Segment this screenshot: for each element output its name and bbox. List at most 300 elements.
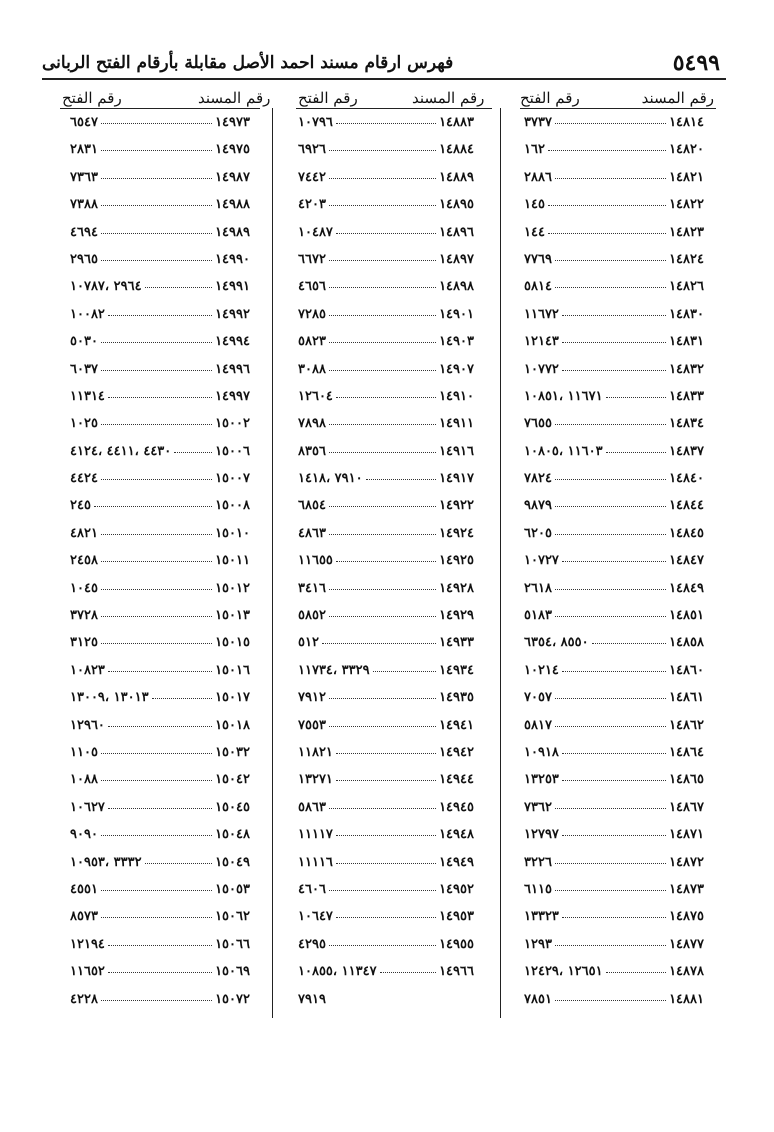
index-row bbox=[524, 578, 704, 605]
index-row bbox=[524, 660, 704, 687]
fath-number: ١١٦٧١ ،١٠٨٥١ bbox=[524, 388, 603, 404]
fath-number: ٩٨٧٩ bbox=[524, 498, 552, 514]
fath-number: ١٢٩٦٠ bbox=[70, 717, 105, 733]
dot-leader bbox=[108, 315, 212, 316]
dot-leader bbox=[555, 698, 666, 699]
musnad-number: ١٤٩١٧ bbox=[439, 471, 474, 487]
index-row bbox=[298, 687, 474, 714]
dot-leader bbox=[555, 123, 666, 124]
musnad-number: ١٤٩٧٥ bbox=[215, 142, 250, 158]
musnad-number: ١٤٨٣٠ bbox=[669, 306, 704, 322]
fath-number: ١١٦٧٢ bbox=[524, 306, 559, 322]
musnad-number: ١٤٨٢١ bbox=[669, 169, 704, 185]
dot-leader bbox=[548, 233, 666, 234]
dot-leader bbox=[555, 260, 666, 261]
index-row bbox=[524, 797, 704, 824]
musnad-number: ١٤٩٥٥ bbox=[439, 936, 474, 952]
fath-number: ١٢٦٠٤ bbox=[298, 388, 333, 404]
fath-number: ٥٨٥٢ bbox=[298, 608, 326, 624]
fath-number: ٥٠٣٠ bbox=[70, 334, 98, 350]
index-row bbox=[298, 961, 474, 988]
musnad-number: ١٤٨٤٤ bbox=[669, 498, 704, 514]
musnad-number: ١٤٨٦٢ bbox=[669, 717, 704, 733]
musnad-number: ١٤٨٨٤ bbox=[439, 142, 474, 158]
musnad-number: ١٥٠٦٢ bbox=[215, 909, 250, 925]
dot-leader bbox=[329, 370, 436, 371]
index-row bbox=[524, 359, 704, 386]
index-row bbox=[298, 906, 474, 933]
musnad-number: ١٤٩٤٩ bbox=[439, 854, 474, 870]
fath-number: ٤٤٢٤ bbox=[70, 471, 98, 487]
index-column-middle bbox=[298, 112, 474, 1016]
dot-leader bbox=[562, 370, 666, 371]
musnad-number: ١٥٠١٥ bbox=[215, 635, 250, 651]
fath-number: ٢٦١٨ bbox=[524, 580, 552, 596]
musnad-number: ١٥٠٠٦ bbox=[215, 443, 250, 459]
musnad-number: ١٥٠١١ bbox=[215, 553, 250, 569]
fath-number: ١٠٢٥ bbox=[70, 416, 98, 432]
musnad-number: ١٤٨٤٥ bbox=[669, 525, 704, 541]
musnad-number: ١٥٠٠٨ bbox=[215, 498, 250, 514]
dot-leader bbox=[562, 342, 666, 343]
musnad-number: ١٤٩٧٣ bbox=[215, 115, 250, 130]
musnad-number: ١٥٠٤٨ bbox=[215, 827, 250, 843]
index-row bbox=[70, 550, 250, 577]
index-column-right bbox=[524, 112, 704, 1016]
dot-leader bbox=[101, 534, 212, 535]
musnad-number: ١٤٨٥٨ bbox=[669, 635, 704, 651]
musnad-number: ١٤٩٨٩ bbox=[215, 224, 250, 240]
fath-number: ٢٨٣١ bbox=[70, 142, 98, 158]
index-row bbox=[70, 386, 250, 413]
fath-number: ١٠٤٥ bbox=[70, 580, 98, 596]
fath-number: ١٢٦٥١ ،١٢٤٢٩ bbox=[524, 964, 603, 980]
musnad-number: ١٤٨٧٣ bbox=[669, 881, 704, 897]
fath-number: ٧٥٥٣ bbox=[298, 717, 326, 733]
dot-leader bbox=[555, 1000, 666, 1001]
fath-number: ٤٦٠٦ bbox=[298, 881, 326, 897]
index-row bbox=[524, 715, 704, 742]
index-row bbox=[298, 742, 474, 769]
dot-leader bbox=[562, 561, 666, 562]
fath-number: ٨٥٧٣ bbox=[70, 909, 98, 925]
dot-leader bbox=[555, 287, 666, 288]
index-row bbox=[298, 441, 474, 468]
index-row bbox=[524, 331, 704, 358]
dot-leader bbox=[101, 616, 212, 617]
index-row bbox=[70, 687, 250, 714]
index-row bbox=[298, 249, 474, 276]
index-row bbox=[524, 523, 704, 550]
fath-number: ١٤٤ bbox=[524, 224, 545, 240]
fath-number: ٤٦٩٤ bbox=[70, 224, 98, 240]
running-title: فهرس ارقام مسند احمد الأصل مقابلة بأرقام الفتح الربانى bbox=[42, 53, 454, 73]
index-row bbox=[298, 879, 474, 906]
dot-leader bbox=[606, 452, 667, 453]
dot-leader bbox=[562, 780, 666, 781]
dot-leader bbox=[101, 205, 212, 206]
fath-number: ٣٤١٦ bbox=[298, 580, 326, 596]
col-underline bbox=[296, 108, 492, 109]
index-row bbox=[298, 495, 474, 522]
index-row bbox=[524, 167, 704, 194]
musnad-number: ١٤٨٤٠ bbox=[669, 471, 704, 487]
fath-number: ١١٦٥٢ bbox=[70, 964, 105, 980]
dot-leader bbox=[329, 616, 436, 617]
index-row bbox=[70, 167, 250, 194]
index-row bbox=[70, 824, 250, 851]
fath-number: ٣٧٢٨ bbox=[70, 608, 98, 624]
fath-number: ٥٨٢٣ bbox=[298, 334, 326, 350]
dot-leader bbox=[329, 178, 436, 179]
fath-number: ٧٩١٩ bbox=[298, 991, 326, 1007]
fath-number: ٥٨٦٣ bbox=[298, 799, 326, 815]
musnad-number: ١٤٨٧٧ bbox=[669, 936, 704, 952]
index-row bbox=[70, 495, 250, 522]
fath-number: ١١١١٧ bbox=[298, 827, 333, 843]
dot-leader bbox=[108, 972, 212, 973]
musnad-number: ١٤٩٦٦ bbox=[439, 964, 474, 980]
fath-number: ٣٧٣٧ bbox=[524, 115, 552, 130]
index-row bbox=[298, 660, 474, 687]
index-row bbox=[70, 797, 250, 824]
fath-number: ٦٥٤٧ bbox=[70, 115, 98, 130]
fath-number: ٦٠٣٧ bbox=[70, 361, 98, 377]
fath-number: ١٠٨٢٣ bbox=[70, 662, 105, 678]
musnad-number: ١٥٠١٢ bbox=[215, 580, 250, 596]
fath-number: ١٣٠١٣ ،١٣٠٠٩ bbox=[70, 690, 149, 706]
dot-leader bbox=[108, 726, 212, 727]
musnad-number: ١٥٠٥٣ bbox=[215, 881, 250, 897]
musnad-number: ١٥٠٤٢ bbox=[215, 772, 250, 788]
fath-number: ٧٤٤٢ bbox=[298, 169, 326, 185]
fath-number: ٦٢٠٥ bbox=[524, 525, 552, 541]
musnad-number: ١٤٩٠١ bbox=[439, 306, 474, 322]
dot-leader bbox=[322, 643, 436, 644]
index-row bbox=[524, 222, 704, 249]
dot-leader bbox=[329, 589, 436, 590]
musnad-number: ١٤٨٤٩ bbox=[669, 580, 704, 596]
dot-leader bbox=[329, 260, 436, 261]
dot-leader bbox=[555, 808, 666, 809]
musnad-number: ١٤٩٣٥ bbox=[439, 690, 474, 706]
col-header-fath: رقم الفتح bbox=[62, 89, 122, 107]
index-row bbox=[298, 769, 474, 796]
index-row bbox=[298, 523, 474, 550]
musnad-number: ١٤٨٧٨ bbox=[669, 964, 704, 980]
fath-number: ٢٤٥٨ bbox=[70, 553, 98, 569]
dot-leader bbox=[108, 945, 212, 946]
header-rule bbox=[42, 78, 726, 80]
musnad-number: ١٤٩٢٨ bbox=[439, 580, 474, 596]
dot-leader bbox=[329, 150, 436, 151]
dot-leader bbox=[329, 808, 436, 809]
dot-leader bbox=[101, 424, 212, 425]
index-row bbox=[70, 413, 250, 440]
fath-number: ٤٢٢٨ bbox=[70, 991, 98, 1007]
index-row bbox=[524, 276, 704, 303]
index-row bbox=[298, 550, 474, 577]
dot-leader bbox=[101, 342, 212, 343]
index-row bbox=[524, 468, 704, 495]
fath-number: ٢٨٨٦ bbox=[524, 169, 552, 185]
fath-number: ١٦٢ bbox=[524, 142, 545, 158]
index-row bbox=[70, 441, 250, 468]
dot-leader bbox=[101, 643, 212, 644]
fath-number: ٤٥٥١ bbox=[70, 881, 98, 897]
index-row bbox=[298, 112, 474, 139]
index-row bbox=[70, 632, 250, 659]
fath-number: ٧٧٦٩ bbox=[524, 251, 552, 267]
dot-leader bbox=[101, 835, 212, 836]
musnad-number: ١٥٠٣٢ bbox=[215, 744, 250, 760]
fath-number: ١١٣٤٧ ،١٠٨٥٥ bbox=[298, 964, 377, 980]
index-row bbox=[298, 797, 474, 824]
fath-number: ١٣٢٥٣ bbox=[524, 772, 559, 788]
fath-number: ٣٢٢٦ bbox=[524, 854, 552, 870]
fath-number: ٨٥٥٠ ،٦٣٥٤ bbox=[524, 635, 589, 651]
dot-leader bbox=[101, 123, 212, 124]
musnad-number: ١٤٩٢٩ bbox=[439, 608, 474, 624]
musnad-number: ١٤٩٩٠ bbox=[215, 251, 250, 267]
index-row bbox=[524, 852, 704, 879]
dot-leader bbox=[562, 315, 666, 316]
index-row bbox=[70, 331, 250, 358]
index-row bbox=[70, 276, 250, 303]
index-row bbox=[524, 194, 704, 221]
fath-number: ٧٨٩٨ bbox=[298, 416, 326, 432]
fath-number: ١١٠٥ bbox=[70, 744, 98, 760]
musnad-number: ١٤٩٤٨ bbox=[439, 827, 474, 843]
dot-leader bbox=[101, 233, 212, 234]
musnad-number: ١٤٩٠٧ bbox=[439, 361, 474, 377]
fath-number: ٥٨١٤ bbox=[524, 279, 552, 295]
col-underline bbox=[520, 108, 716, 109]
fath-number: ٦٦٧٢ bbox=[298, 251, 326, 267]
dot-leader bbox=[329, 287, 436, 288]
fath-number: ١٢١٤٣ bbox=[524, 334, 559, 350]
fath-number: ٨٣٥٦ bbox=[298, 443, 326, 459]
fath-number: ١٠٦٢٧ bbox=[70, 799, 105, 815]
musnad-number: ١٤٩٢٢ bbox=[439, 498, 474, 514]
dot-leader bbox=[329, 506, 436, 507]
musnad-number: ١٤٨٨٩ bbox=[439, 169, 474, 185]
index-row bbox=[524, 605, 704, 632]
dot-leader bbox=[101, 178, 212, 179]
dot-leader bbox=[336, 123, 436, 124]
fath-number: ٣٣٢٩ ،١١٧٣٤ bbox=[298, 662, 370, 678]
index-row bbox=[524, 961, 704, 988]
dot-leader bbox=[108, 397, 212, 398]
index-row bbox=[70, 523, 250, 550]
index-row bbox=[70, 468, 250, 495]
fath-number: ٧٣٨٨ bbox=[70, 197, 98, 213]
dot-leader bbox=[562, 671, 666, 672]
fath-number: ٥١٨٣ bbox=[524, 608, 552, 624]
fath-number: ٤٨٢١ bbox=[70, 525, 98, 541]
index-row bbox=[524, 495, 704, 522]
musnad-number: ١٤٩٩٧ bbox=[215, 388, 250, 404]
index-row bbox=[70, 852, 250, 879]
index-row bbox=[524, 112, 704, 139]
page-number: ٥٤٩٩ bbox=[672, 50, 720, 76]
dot-leader bbox=[555, 534, 666, 535]
musnad-number: ١٥٠١٧ bbox=[215, 690, 250, 706]
musnad-number: ١٤٨٦٠ bbox=[669, 662, 704, 678]
dot-leader bbox=[145, 863, 212, 864]
musnad-number: ١٤٩٥٢ bbox=[439, 881, 474, 897]
index-row bbox=[298, 824, 474, 851]
dot-leader bbox=[555, 726, 666, 727]
musnad-number: ١٤٨٦٥ bbox=[669, 772, 704, 788]
index-row bbox=[524, 139, 704, 166]
musnad-number: ١٥٠٦٦ bbox=[215, 936, 250, 952]
index-row bbox=[298, 359, 474, 386]
fath-number: ١٢١٩٤ bbox=[70, 936, 105, 952]
musnad-number: ١٤٨٧٢ bbox=[669, 854, 704, 870]
dot-leader bbox=[329, 452, 436, 453]
col-header-fath: رقم الفتح bbox=[298, 89, 358, 107]
dot-leader bbox=[380, 972, 437, 973]
dot-leader bbox=[101, 917, 212, 918]
musnad-number: ١٤٩١١ bbox=[439, 416, 474, 432]
musnad-number: ١٤٨٧٥ bbox=[669, 909, 704, 925]
dot-leader bbox=[555, 479, 666, 480]
dot-leader bbox=[329, 205, 436, 206]
fath-number: ١٠٤٨٧ bbox=[298, 224, 333, 240]
index-column-left bbox=[70, 112, 250, 1016]
index-row bbox=[524, 769, 704, 796]
index-row bbox=[298, 276, 474, 303]
dot-leader bbox=[562, 753, 666, 754]
dot-leader bbox=[101, 890, 212, 891]
musnad-number: ١٤٩٩٦ bbox=[215, 361, 250, 377]
fath-number: ٢٤٥ bbox=[70, 498, 91, 514]
fath-number: ١٠٨٨ bbox=[70, 772, 98, 788]
index-row bbox=[70, 222, 250, 249]
dot-leader bbox=[555, 178, 666, 179]
fath-number: ٤٦٥٦ bbox=[298, 279, 326, 295]
dot-leader bbox=[373, 671, 436, 672]
dot-leader bbox=[329, 726, 436, 727]
fath-number: ٧٢٨٥ bbox=[298, 306, 326, 322]
index-row bbox=[70, 715, 250, 742]
index-row bbox=[70, 769, 250, 796]
fath-number: ١٠٠٨٢ bbox=[70, 306, 105, 322]
dot-leader bbox=[336, 835, 436, 836]
dot-leader bbox=[336, 917, 436, 918]
index-row bbox=[70, 934, 250, 961]
index-row bbox=[298, 331, 474, 358]
fath-number: ١١٦٠٣ ،١٠٨٠٥ bbox=[524, 443, 603, 459]
musnad-number: ١٤٩١٠ bbox=[439, 388, 474, 404]
dot-leader bbox=[336, 753, 436, 754]
index-row bbox=[524, 824, 704, 851]
dot-leader bbox=[101, 561, 212, 562]
index-row bbox=[70, 359, 250, 386]
musnad-number: ١٥٠١٦ bbox=[215, 662, 250, 678]
fath-number: ١١٨٢١ bbox=[298, 744, 333, 760]
musnad-number: ١٤٩٩٤ bbox=[215, 334, 250, 350]
fath-number: ٧٩١٢ bbox=[298, 690, 326, 706]
index-row bbox=[70, 578, 250, 605]
index-row bbox=[524, 304, 704, 331]
musnad-number: ١٤٩٤٢ bbox=[439, 744, 474, 760]
fath-number: ٩٠٩٠ bbox=[70, 827, 98, 843]
fath-number: ٥٨١٧ bbox=[524, 717, 552, 733]
fath-number: ١٠٧٩٦ bbox=[298, 115, 333, 130]
column-divider bbox=[500, 108, 501, 1018]
dot-leader bbox=[592, 643, 666, 644]
dot-leader bbox=[329, 890, 436, 891]
index-row bbox=[298, 139, 474, 166]
dot-leader bbox=[174, 452, 212, 453]
index-row bbox=[524, 249, 704, 276]
fath-number: ١٤٥ bbox=[524, 197, 545, 213]
fath-number: ٦٨٥٤ bbox=[298, 498, 326, 514]
musnad-number: ١٤٩٣٣ bbox=[439, 635, 474, 651]
dot-leader bbox=[108, 808, 212, 809]
musnad-number: ١٤٨٢٢ bbox=[669, 197, 704, 213]
dot-leader bbox=[555, 890, 666, 891]
index-row bbox=[70, 660, 250, 687]
musnad-number: ١٤٨٦٧ bbox=[669, 799, 704, 815]
index-row bbox=[524, 441, 704, 468]
index-row bbox=[70, 112, 250, 139]
musnad-number: ١٤٩١٦ bbox=[439, 443, 474, 459]
musnad-number: ١٤٩٩٢ bbox=[215, 306, 250, 322]
index-row bbox=[298, 222, 474, 249]
col-underline bbox=[60, 108, 260, 109]
index-row bbox=[70, 906, 250, 933]
index-row bbox=[524, 687, 704, 714]
dot-leader bbox=[152, 698, 213, 699]
col-header-musnad: رقم المسند bbox=[641, 89, 714, 107]
index-row bbox=[524, 386, 704, 413]
musnad-number: ١٤٨٢٦ bbox=[669, 279, 704, 295]
index-row bbox=[524, 550, 704, 577]
musnad-number: ١٤٨١٤ bbox=[669, 115, 704, 130]
musnad-number: ١٤٩٣٤ bbox=[439, 662, 474, 678]
index-row bbox=[524, 934, 704, 961]
dot-leader bbox=[101, 370, 212, 371]
fath-number: ٧٩١٠ ،١٤١٨ bbox=[298, 471, 363, 487]
fath-number: ١١٣١٤ bbox=[70, 388, 105, 404]
fath-number: ١٠٩١٨ bbox=[524, 744, 559, 760]
index-row bbox=[524, 906, 704, 933]
fath-number: ٤٢٩٥ bbox=[298, 936, 326, 952]
musnad-number: ١٥٠٦٩ bbox=[215, 964, 250, 980]
musnad-number: ١٥٠١٠ bbox=[215, 525, 250, 541]
dot-leader bbox=[548, 205, 666, 206]
index-row bbox=[524, 742, 704, 769]
index-row bbox=[70, 249, 250, 276]
musnad-number: ١٤٨٢٠ bbox=[669, 142, 704, 158]
dot-leader bbox=[101, 589, 212, 590]
fath-number: ٣١٢٥ bbox=[70, 635, 98, 651]
col-header-fath: رقم الفتح bbox=[520, 89, 580, 107]
musnad-number: ١٤٩٨٧ bbox=[215, 169, 250, 185]
dot-leader bbox=[101, 753, 212, 754]
musnad-number: ١٥٠٤٥ bbox=[215, 799, 250, 815]
musnad-number: ١٤٨٩٧ bbox=[439, 251, 474, 267]
index-row bbox=[70, 194, 250, 221]
dot-leader bbox=[555, 589, 666, 590]
index-row bbox=[70, 989, 250, 1016]
musnad-number: ١٥٠٤٩ bbox=[215, 854, 250, 870]
musnad-number: ١٤٨٤٧ bbox=[669, 553, 704, 569]
musnad-number: ١٤٨٩٨ bbox=[439, 279, 474, 295]
